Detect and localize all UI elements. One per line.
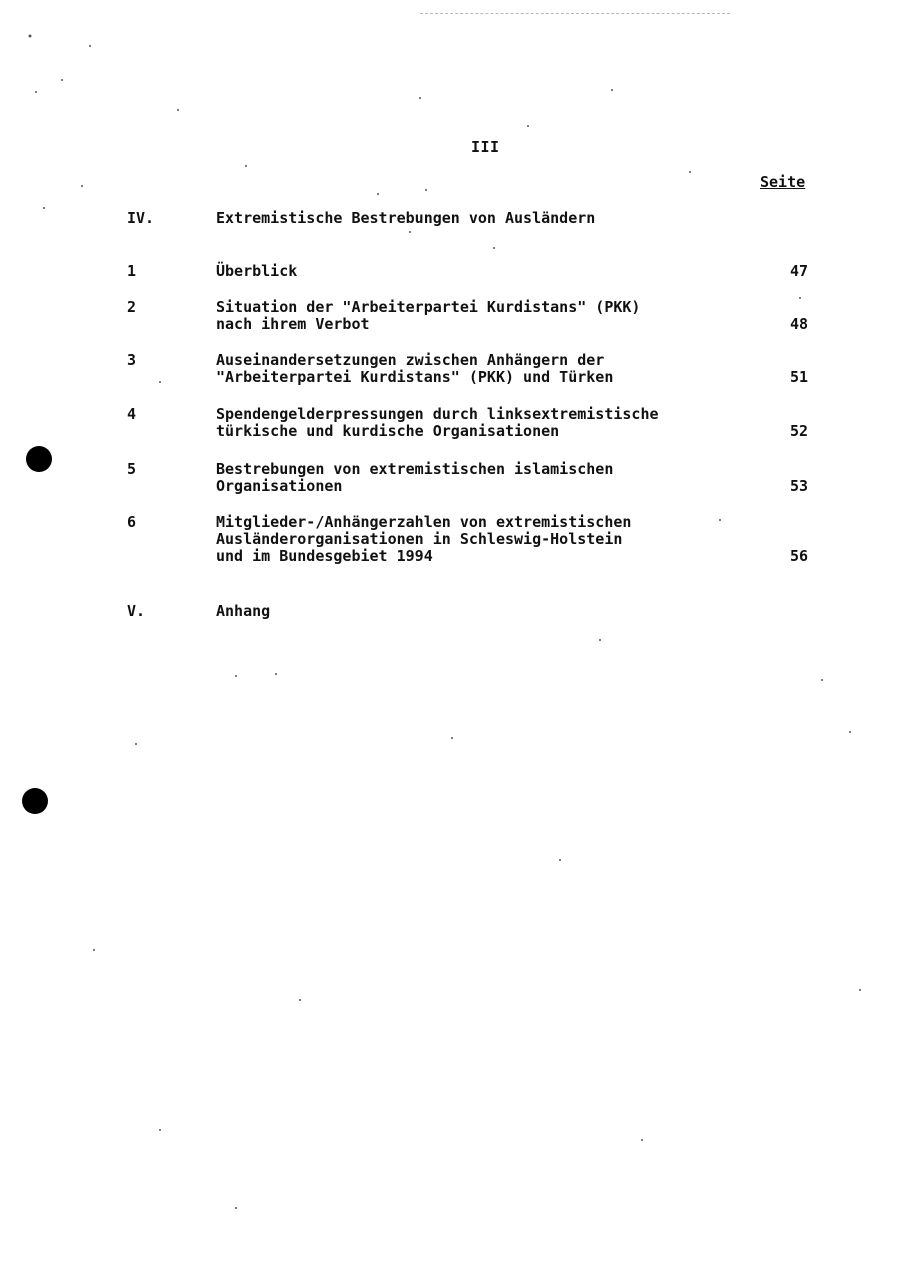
entry-page: 53	[790, 477, 809, 495]
section-number: IV.	[127, 209, 155, 227]
page-column-header: Seite	[760, 173, 806, 191]
entry-title-line: Auseinandersetzungen zwischen Anhängern der	[216, 351, 605, 369]
entry-page: 52	[790, 422, 809, 440]
entry-title-line: Spendengelderpressungen durch linksextremistische	[216, 405, 659, 423]
entry-title-line: Mitglieder-/Anhängerzahlen von extremistischen	[216, 513, 632, 531]
entry-title-line: und im Bundesgebiet 1994	[216, 547, 433, 565]
appendix-number: V.	[127, 602, 146, 620]
entry-page: 51	[790, 368, 809, 386]
entry-number: 6	[127, 513, 137, 531]
entry-title-line: Ausländerorganisationen in Schleswig-Holstein	[216, 530, 623, 548]
section-title: Extremistische Bestrebungen von Ausländern	[216, 209, 596, 227]
entry-number: 2	[127, 298, 137, 316]
entry-title-line: Organisationen	[216, 477, 343, 495]
entry-page: 47	[790, 262, 809, 280]
entry-number: 5	[127, 460, 137, 478]
entry-number: 3	[127, 351, 137, 369]
page-number: III	[471, 138, 500, 156]
entry-title-line: türkische und kurdische Organisationen	[216, 422, 560, 440]
entry-number: 4	[127, 405, 137, 423]
appendix-title: Anhang	[216, 602, 271, 620]
entry-title-line: Überblick	[216, 262, 298, 280]
entry-page: 56	[790, 547, 809, 565]
entry-title-line: Bestrebungen von extremistischen islamischen	[216, 460, 614, 478]
punch-hole	[22, 788, 48, 814]
punch-hole	[26, 446, 52, 472]
entry-number: 1	[127, 262, 137, 280]
entry-title-line: nach ihrem Verbot	[216, 315, 370, 333]
entry-page: 48	[790, 315, 809, 333]
entry-title-line: Situation der "Arbeiterpartei Kurdistans" (PKK)	[216, 298, 641, 316]
entry-title-line: "Arbeiterpartei Kurdistans" (PKK) und Türken	[216, 368, 614, 386]
